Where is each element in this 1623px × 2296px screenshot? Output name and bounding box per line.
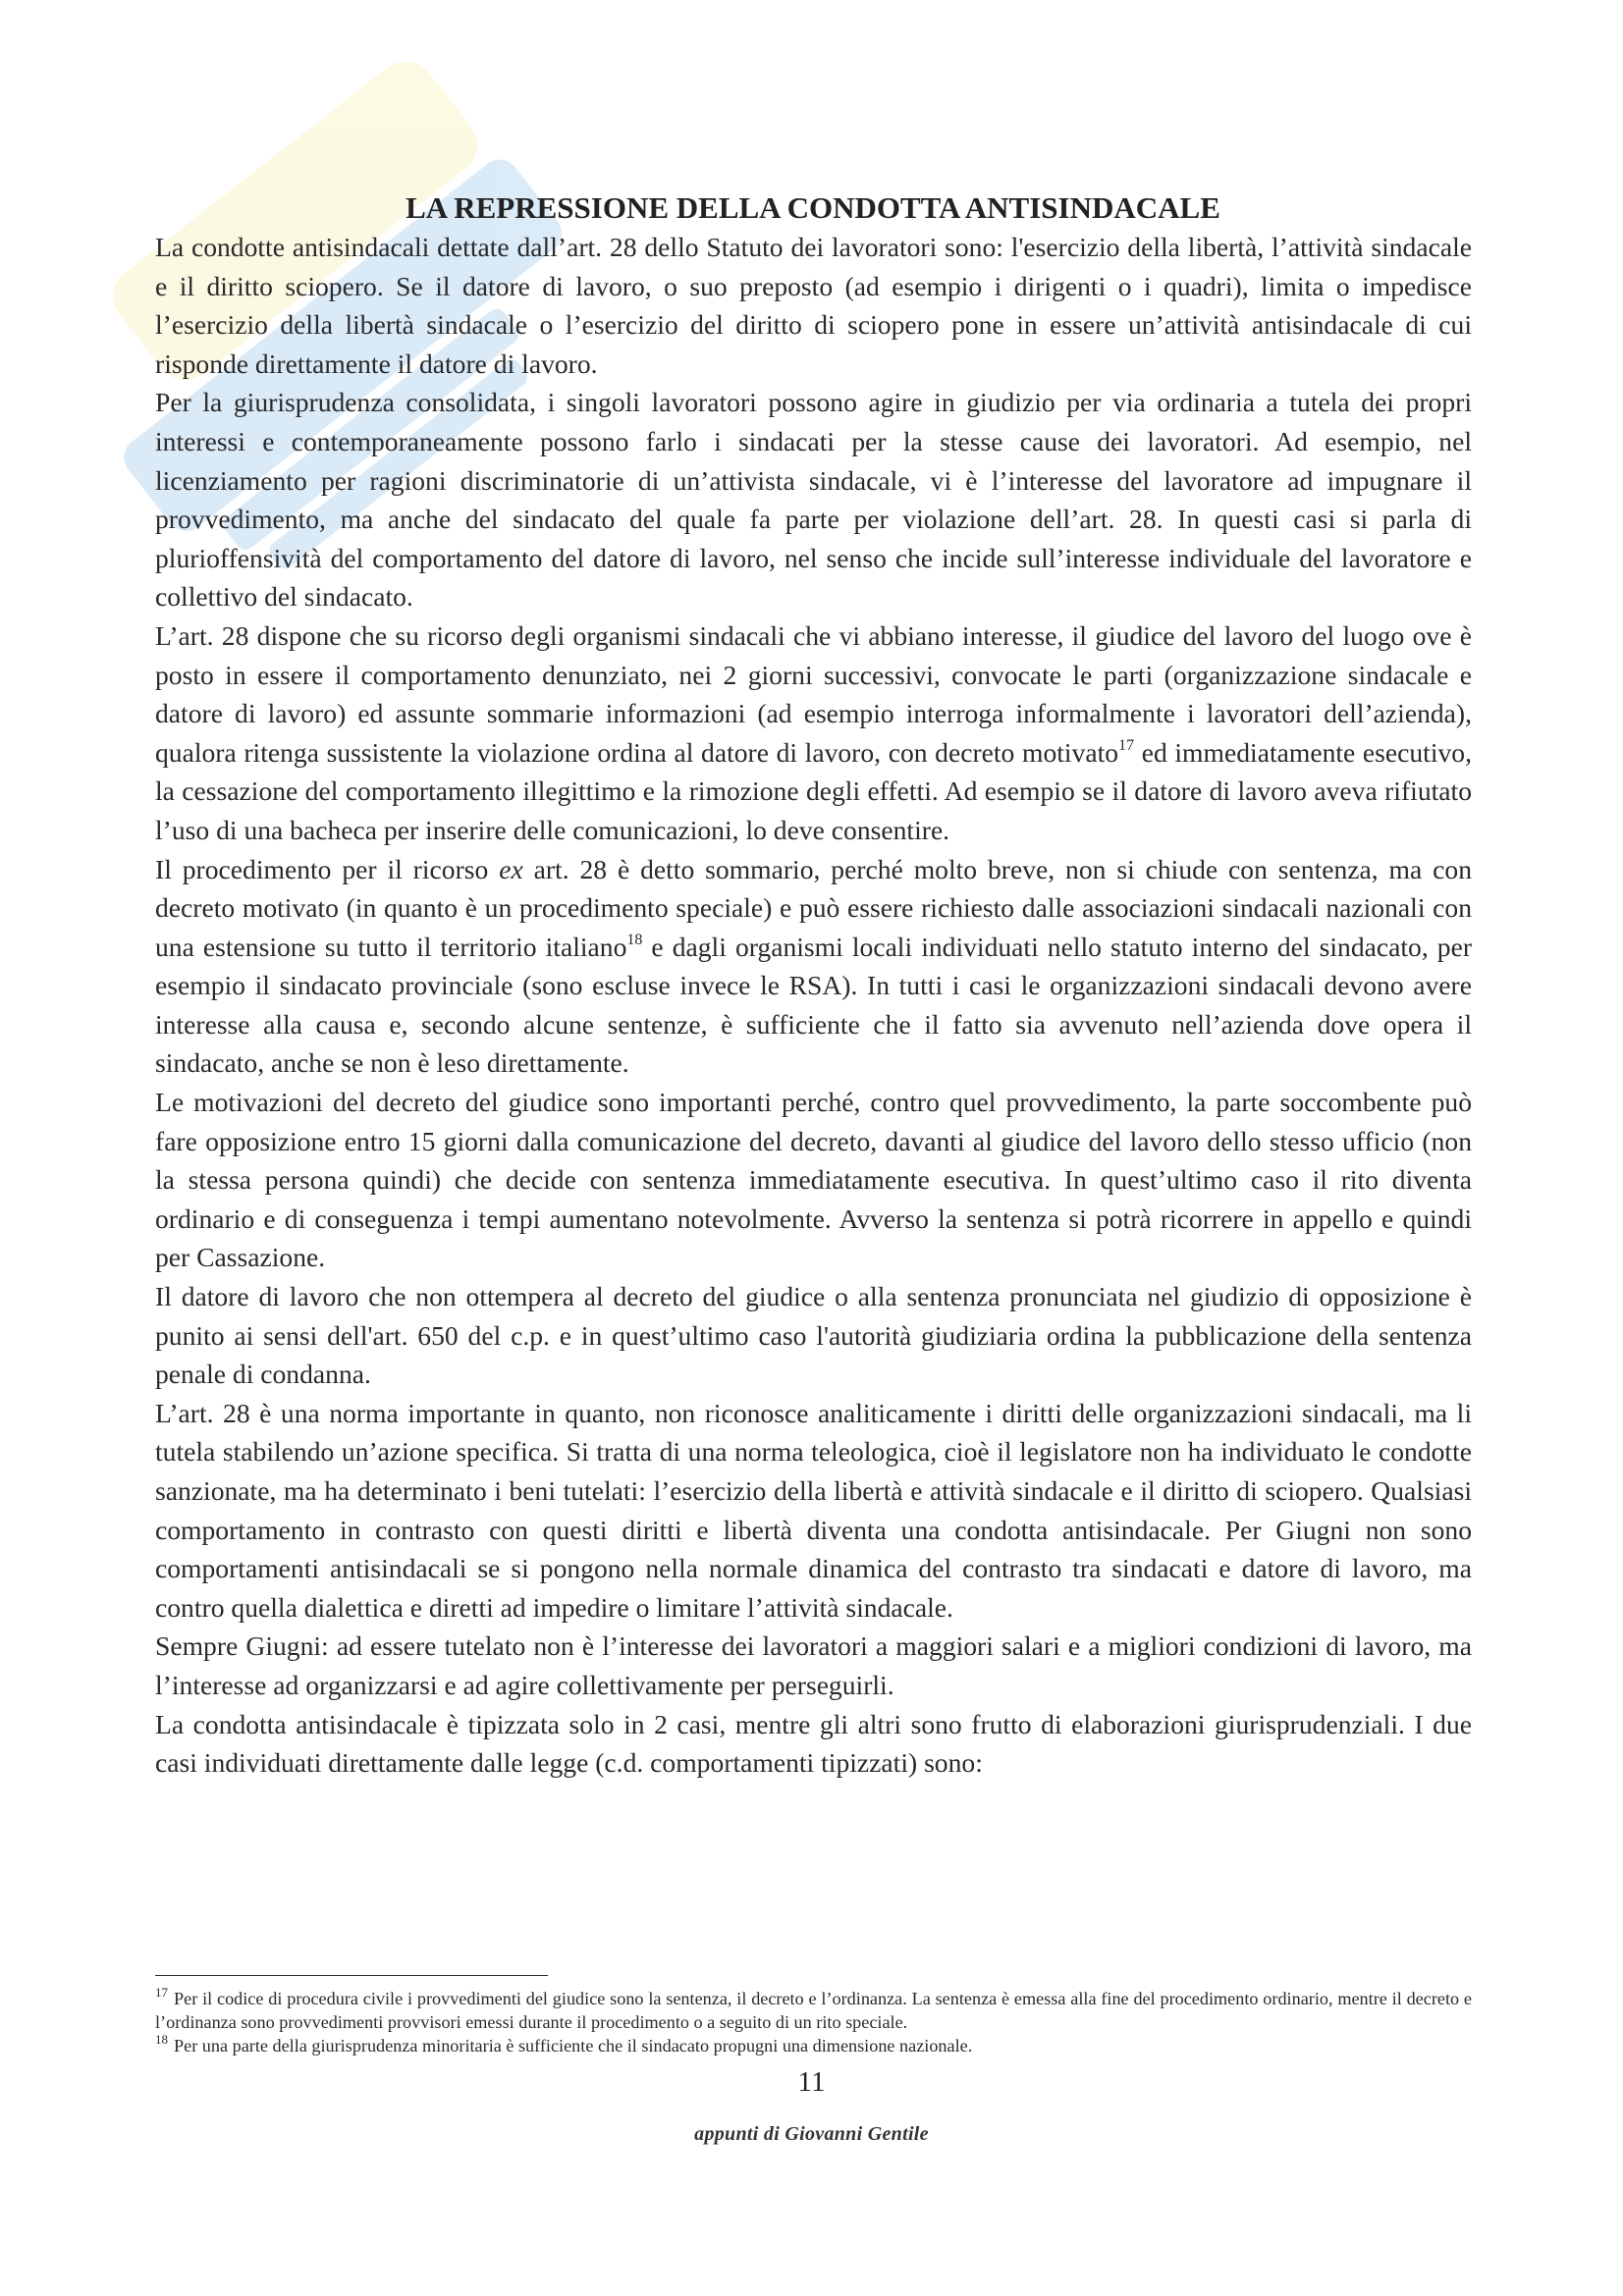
paragraph	[155, 850, 1472, 1084]
footnote-separator	[155, 1975, 548, 1976]
signature: appunti di Giovanni Gentile	[694, 2123, 929, 2145]
document-title: LA REPRESSIONE DELLA CONDOTTA ANTISINDACALE	[406, 190, 1220, 225]
footnote	[155, 2034, 1472, 2057]
paragraph: Per la giurisprudenza consolidata, i singoli lavoratori possono agire in giudizio per via ordinaria a tutela dei propri interessi e contemporaneamente possono farlo i sindacati per la stesse cause dei lavoratori. Ad esempio, nel licenziamento per ragioni discriminatorie di un’attivista sindacale, vi è l’interesse del lavoratore ad impugnare il provvedimento, ma anche del sindacato del quale fa parte per violazione dell’art. 28. In questi casi si parla di plurioffensività del comportamento del datore di lavoro, nel senso che incide sull’interesse individuale del lavoratore e collettivo del sindacato.	[155, 387, 1472, 613]
latin-term: ex	[499, 853, 523, 884]
paragraph: Le motivazioni del decreto del giudice sono importanti perché, contro quel provvedimento, la parte soccombente può fare opposizione entro 15 giorni dalla comunicazione del decreto, davanti al giudice del lavoro dello stesso ufficio (non la stessa persona quindi) che decide con sentenza immediatamente esecutiva. In quest’ultimo caso il rito diventa ordinario e di conseguenza i tempi aumentano notevolmente. Avverso la sentenza si potrà ricorrere in appello e quindi per Cassazione.	[155, 1087, 1472, 1273]
footnote-number: 18	[155, 2032, 168, 2047]
paragraph-text: L’art. 28 dispone che su ricorso degli organismi sindacali che vi abbiano interesse, il giudice del lavoro del luogo ove è posto in essere il comportamento denunziato, nei 2 giorni successivi, convocate le parti (organizzazione sindacale e datore di lavoro) ed assunte sommarie informazioni (ad esempio interroga informalmente i lavoratori dell’azienda), qualora ritenga sussistente la violazione ordina al datore di lavoro, con decreto motivato	[155, 619, 1472, 768]
paragraph: L’art. 28 è una norma importante in quanto, non riconosce analiticamente i diritti delle organizzazioni sindacali, ma li tutela stabilendo un’azione specifica. Si tratta di una norma teleologica, cioè il legislatore non ha individuato le condotte sanzionate, ma ha determinato i beni tutelati: l’esercizio della libertà e attività sindacale e il diritto di sciopero. Qualsiasi comportamento in contrasto con questi diritti e libertà diventa una condotta antisindacale. Per Giugni non sono comportamenti antisindacali se si pongono nella normale dinamica del contrasto tra sindacati e datore di lavoro, ma contro quella dialettica e diretti ad impedire o limitare l’attività sindacale.	[155, 1397, 1472, 1623]
paragraph: Sempre Giugni: ad essere tutelato non è l’interesse dei lavoratori a maggiori salari e a migliori condizioni di lavoro, ma l’interesse ad organizzarsi e ad agire collettivamente per perseguirli.	[155, 1630, 1472, 1700]
footnotes	[155, 1987, 1472, 2057]
paragraph: La condotta antisindacale è tipizzata solo in 2 casi, mentre gli altri sono frutto di elaborazioni giurisprudenziali. I due casi individuati direttamente dalle legge (c.d. comportamenti tipizzati) sono:	[155, 1708, 1472, 1779]
footnote-number: 17	[155, 1985, 168, 2000]
footnote-text: Per una parte della giurisprudenza minoritaria è sufficiente che il sindacato propugni una dimensione nazionale.	[174, 2036, 973, 2056]
footnote-reference: 17	[1118, 736, 1135, 754]
footnote-reference: 18	[626, 931, 643, 948]
paragraph-text: art. 28 è detto sommario, perché molto breve, non si chiude con sentenza, ma con decreto motivato (in quanto è un procedimento speciale) e può essere richiesto dalle associazioni sindacali nazionali con una estensione su tutto il territorio italiano	[155, 853, 1472, 962]
paragraph: La condotte antisindacali dettate dall’art. 28 dello Statuto dei lavoratori sono: l'esercizio della libertà, l’attività sindacale e il diritto sciopero. Se il datore di lavoro, o suo preposto (ad esempio i dirigenti o i quadri), limita o impedisce l’esercizio della libertà sindacale o l’esercizio del diritto di sciopero pone in essere un’attività antisindacale di cui risponde direttamente il datore di lavoro.	[155, 232, 1472, 379]
paragraph: Il datore di lavoro che non ottempera al decreto del giudice o alla sentenza pronunciata nel giudizio di opposizione è punito ai sensi dell'art. 650 del c.p. e in quest’ultimo caso l'autorità giudiziaria ordina la pubblicazione della sentenza penale di condanna.	[155, 1281, 1472, 1390]
footnote-text: Per il codice di procedura civile i provvedimenti del giudice sono la sentenza, il decreto e l’ordinanza. La sentenza è emessa alla fine del procedimento ordinario, mentre il decreto e l’ordinanza sono provvedimenti provvisori emessi durante il procedimento o a seguito di un rito speciale.	[155, 1989, 1472, 2032]
paragraph	[155, 616, 1472, 850]
footnote	[155, 1987, 1472, 2034]
page-number: 11	[797, 2066, 826, 2098]
paragraph-text: Il procedimento per il ricorso	[155, 853, 500, 884]
paragraph-text: ed immediatamente esecutivo, la cessazione del comportamento illegittimo e la rimozione degli effetti. Ad esempio se il datore di lavoro aveva rifiutato l’uso di una bacheca per inserire delle comunicazioni, lo deve consentire.	[155, 736, 1473, 845]
paragraph-text: e dagli organismi locali individuati nello statuto interno del sindacato, per esempio il sindacato provinciale (sono escluse invece le RSA). In tutti i casi le organizzazioni sindacali devono avere interesse alla causa e, secondo alcune sentenze, è sufficiente che il fatto sia avvenuto nell’azienda dove opera il sindacato, anche se non è leso direttamente.	[155, 931, 1473, 1079]
body-text	[155, 228, 1472, 1783]
